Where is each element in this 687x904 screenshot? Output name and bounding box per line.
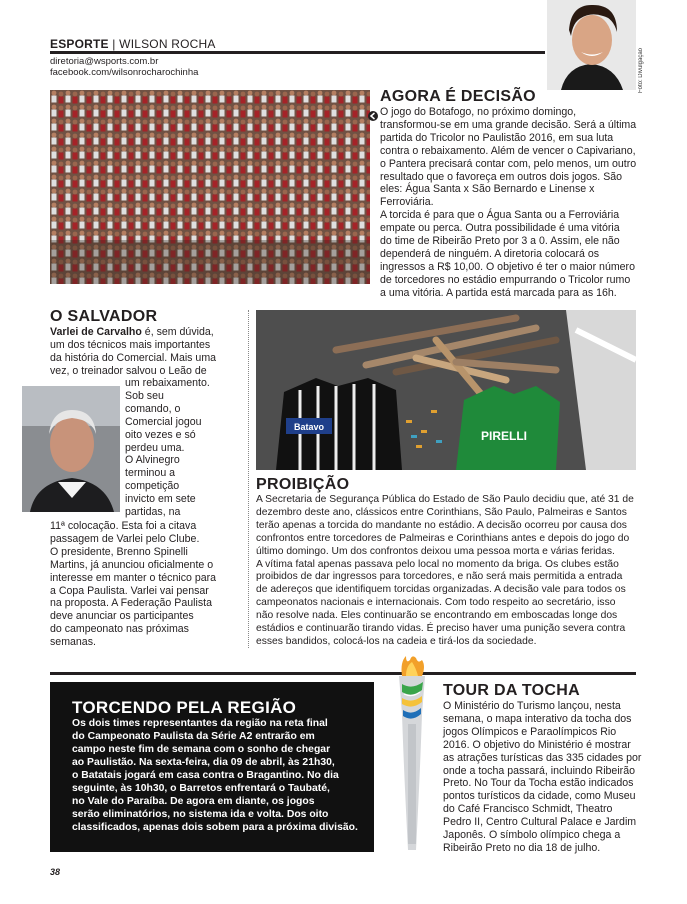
pointer-arrow-icon <box>368 108 378 118</box>
text-line: de torcedores no estádio empurrando o Tricolor rumo <box>380 273 631 286</box>
text-line: passagem de Varlei pelo Clube. <box>50 532 200 545</box>
text-line <box>50 326 250 339</box>
text-line: dependerá de ninguém. A diretoria colocará os <box>380 247 600 260</box>
text-line: partidas, na <box>125 506 181 519</box>
article-body-regiao <box>72 717 372 834</box>
confiscated-jerseys-icon <box>256 310 636 470</box>
text-line: o Pantera precisará contar com, pelo menos, um outro <box>380 157 637 170</box>
text-line: campeonatos nacionais e internacionais. Com todo respeito ao secretário, isso <box>256 597 616 609</box>
article-body-salvador-narrow <box>125 377 250 519</box>
text-line: um dos técnicos mais importantes <box>50 338 211 351</box>
text-line: jogos Olímpicos e Paraolímpicos Rio <box>443 725 617 738</box>
article-title-tocha: TOUR DA TOCHA <box>443 682 580 699</box>
text-line: 2016. O objetivo do Ministério é mostrar <box>443 738 631 751</box>
olympic-torch-icon <box>394 654 430 854</box>
text-line: de adereços que identifiquem torcidas organizadas. A decisão vale para todos os <box>256 584 626 596</box>
text-line: semanas. <box>50 636 96 649</box>
article-body-salvador-bottom <box>50 520 250 649</box>
text-line: Os dois times representantes da região na reta final <box>72 718 328 729</box>
jerseys-photo <box>256 310 636 470</box>
text-line: do Café Francisco Schmidt, Theatro <box>443 803 613 816</box>
text-line: pontos turísticos da cidade, como Museu <box>443 790 636 803</box>
header-rule <box>50 51 545 54</box>
text-line: Comercial jogou <box>125 415 202 428</box>
text-line: último domingo. Um dos confrontos deixou uma pessoa morta e várias feridas. <box>256 545 615 557</box>
jersey-sponsor-left: Batavo <box>293 422 325 432</box>
text-line: Sob seu <box>125 389 164 402</box>
text-line: Martins, já anunciou oficialmente o <box>50 558 214 571</box>
text-line: seguinte, às 10h30, o Barretos enfrentará o Taubaté, <box>72 783 330 794</box>
text-line: proibidos de dar ingressos para torcedores, e não será mais permitida a entrada <box>256 571 623 583</box>
coach-photo <box>22 386 120 512</box>
section-label: ESPORTE <box>50 37 109 51</box>
text-line: Preto. No Tour da Tocha estão indicados <box>443 777 634 790</box>
highlight-box-regiao <box>50 682 374 852</box>
section-header <box>50 37 216 51</box>
crowd-photo <box>50 90 370 284</box>
text-line: da história do Comercial. Mais uma <box>50 351 217 364</box>
text-line: terminou a <box>125 467 176 480</box>
text-line: O Ministério do Turismo lançou, nesta <box>443 700 621 712</box>
columnist-photo <box>547 0 636 90</box>
text-line: classificados, apenas dois sobem para a próxima divisão. <box>72 822 358 833</box>
header-separator: | <box>112 37 116 51</box>
text-line: Pedro II, Centro Cultural Palace e Jardim <box>443 816 637 829</box>
text-line: campo neste fim de semana com o sonho de chegar <box>72 744 331 755</box>
columnist-facebook[interactable]: facebook.com/wilsonrocharochinha <box>50 67 199 78</box>
text-line: as atrações turísticas das 335 cidades por <box>443 751 642 764</box>
text-line: resultado que o favoreça em outros dois jogos. São <box>380 170 623 183</box>
text-line: perdeu uma. <box>125 441 185 454</box>
text-line: o Batatais jogará em casa contra o Bragantino. No dia <box>72 770 339 781</box>
text-line: ao Paulistão. Na sexta-feira, dia 09 de abril, às 21h30, <box>72 757 335 768</box>
text-line: A Secretaria de Segurança Pública do Estado de São Paulo decidiu que, até 31 de <box>256 494 634 505</box>
text-line: deve anunciar os participantes <box>50 610 194 623</box>
text-line: ingressos a R$ 10,00. O objetivo é ter o maior número <box>380 260 635 273</box>
text-line: não resolve nada. Eles continuarão se encontrando em emboscadas longe dos <box>256 610 618 622</box>
article-title-agora: AGORA É DECISÃO <box>380 88 536 105</box>
text-line: a Copa Paulista. Varlei vai pensar <box>50 584 209 597</box>
text-line: transformou-se em uma grande decisão. Será a última <box>380 118 637 131</box>
page-number: 38 <box>50 867 61 877</box>
text-line: do campeonato nas próximas <box>50 623 189 636</box>
text-line: Ribeirão Preto no dia 18 de julho. <box>443 841 601 854</box>
article-body-proibicao <box>256 494 641 649</box>
stadium-crowd-icon <box>50 90 370 284</box>
text-line: invicto em sete <box>125 493 196 506</box>
columnist-email[interactable]: diretoria@wsports.com.br <box>50 56 159 67</box>
article-body-salvador-top <box>50 326 250 378</box>
text-line: A torcida é para que o Água Santa ou a Ferroviária <box>380 209 620 222</box>
text-line: interesse em manter o técnico para <box>50 571 217 584</box>
text-line: contra o rebaixamento. Além de vencer o Capivariano, <box>380 144 636 157</box>
text-line: A vítima fatal apenas passava pelo local no momento da briga. Os clubes estão <box>256 558 619 570</box>
text-line: 11ª colocação. Esta foi a citava <box>50 520 197 532</box>
article-body-tocha <box>443 700 643 855</box>
text-line: do Campeonato Paulista da Série A2 entrarão em <box>72 731 315 742</box>
text-line: estádios e continuarão tirando vidas. É preciso haver uma punição severa contra <box>256 623 626 635</box>
article-title-regiao: TORCENDO PELA REGIÃO <box>72 698 297 717</box>
text-line: Japonês. O símbolo olímpico chega a <box>443 829 621 842</box>
text-line: partida do Tricolor no Paulistão 2016, em sua luta <box>380 131 614 144</box>
text-line: onde a tocha passará, incluindo Ribeirão <box>443 764 635 777</box>
photo-credit: Foto: Divulgação <box>638 48 644 94</box>
text-line: dezembro deste ano, clássicos entre Corinthians, São Paulo, Palmeiras e Santos <box>256 506 627 518</box>
text-line: oito vezes e só <box>125 428 196 441</box>
lead-name: Varlei de Carvalho <box>50 326 142 338</box>
columnist-portrait-icon <box>547 0 636 90</box>
text-line: comando, o <box>125 402 181 415</box>
text-line: a uma vitória. A partida está marcada para as 16h. <box>380 286 617 299</box>
text-line: na proposta. A Federação Paulista <box>50 597 212 610</box>
text-line: vez, o treinador salvou o Leão de <box>50 364 207 377</box>
text-span: é, sem dúvida, <box>141 326 214 338</box>
jersey-sponsor-right: PIRELLI <box>480 429 528 443</box>
columnist-name: WILSON ROCHA <box>119 37 216 51</box>
text-line: O Alvinegro <box>125 454 180 467</box>
article-title-salvador: O SALVADOR <box>50 308 158 325</box>
text-line: no Vale do Paraíba. De agora em diante, os jogos <box>72 796 315 807</box>
article-body-agora <box>380 106 650 300</box>
text-line: terão apenas a torcida do mandante no estádio. A decisão ocorreu por causa dos <box>256 519 627 531</box>
olympic-torch <box>394 654 430 854</box>
text-line: um rebaixamento. <box>125 377 210 389</box>
text-line: eles: Água Santa x São Bernardo e Linense x Ferroviária. <box>380 183 595 209</box>
coach-portrait-icon <box>22 386 120 512</box>
article-title-proibicao: PROIBIÇÃO <box>256 476 350 493</box>
text-line: O jogo do Botafogo, no próximo domingo, <box>380 106 577 118</box>
text-line: confrontos entre torcedores de Palmeiras e Corinthians antes e depois do jogo do <box>256 532 630 544</box>
section-rule <box>50 672 636 675</box>
text-line: do time de Ribeirão Preto por 3 a 0. Assim, ele não <box>380 235 620 248</box>
column-divider <box>248 310 249 648</box>
text-line: competição <box>125 480 180 493</box>
text-line: empate ou perca. Outra possibilidade é uma vitória <box>380 222 620 235</box>
text-line: semana, o mapa interativo da tocha dos <box>443 712 632 725</box>
text-line: esses bandidos, colocá-los na cadeia e tirá-los da sociedade. <box>256 635 537 647</box>
text-line: O presidente, Brenno Spinelli <box>50 545 188 558</box>
text-line: serão eliminatórios, no sistema ida e volta. Dos oito <box>72 809 329 820</box>
